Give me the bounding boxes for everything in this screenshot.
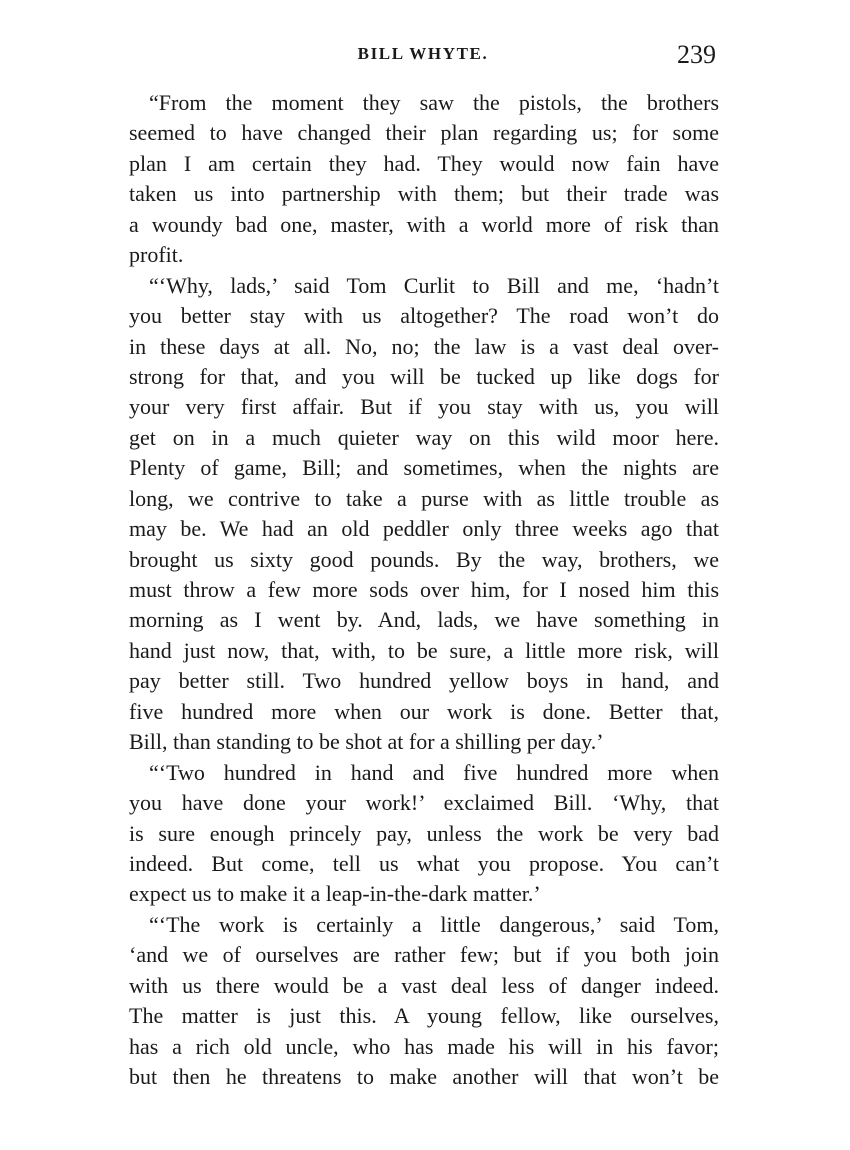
text-line: seemed to have changed their plan regarding us; for some	[129, 120, 719, 146]
text-line: brought us sixty good pounds. By the way, brothers, we	[129, 546, 719, 572]
text-line: The matter is just this. A young fellow, like ourselves,	[129, 1003, 719, 1029]
text-line: “From the moment they saw the pistols, the brothers	[149, 90, 719, 115]
body-text	[129, 88, 719, 1092]
text-line: get on in a much quieter way on this wild moor here.	[129, 424, 719, 450]
text-line: five hundred more when our work is done. Better that,	[129, 698, 719, 724]
text-line: plan I am certain they had. They would now fain have	[129, 150, 719, 176]
running-head	[130, 40, 716, 74]
text-line: “‘Two hundred in hand and five hundred more when	[149, 759, 719, 785]
text-line: strong for that, and you will be tucked up like dogs for	[129, 363, 719, 389]
text-line: ‘and we of ourselves are rather few; but if you both join	[129, 942, 719, 968]
text-line: expect us to make it a leap-in-the-dark matter.’	[129, 881, 541, 907]
running-title: BILL WHYTE.	[357, 44, 489, 63]
text-line: hand just now, that, with, to be sure, a little more risk, will	[129, 637, 719, 663]
text-line: long, we contrive to take a purse with as little trouble as	[129, 485, 719, 511]
text-line: must throw a few more sods over him, for I nosed him this	[129, 577, 719, 602]
text-line: may be. We had an old peddler only three weeks ago that	[129, 516, 719, 542]
text-line: “‘Why, lads,’ said Tom Curlit to Bill and me, ‘hadn’t	[149, 272, 719, 298]
text-line: you better stay with us altogether? The road won’t do	[129, 303, 719, 329]
text-line: in these days at all. No, no; the law is a vast deal over-	[129, 333, 719, 359]
page-number: 239	[677, 40, 716, 69]
text-line: morning as I went by. And, lads, we have something in	[129, 607, 719, 633]
text-line: but then he threatens to make another will that won’t be	[129, 1064, 719, 1089]
text-line: is sure enough princely pay, unless the work be very bad	[129, 820, 719, 846]
text-line: with us there would be a vast deal less of danger indeed.	[129, 972, 719, 998]
text-line: taken us into partnership with them; but their trade was	[129, 181, 719, 207]
text-line: a woundy bad one, master, with a world more of risk than	[129, 211, 719, 237]
text-line: pay better still. Two hundred yellow boys in hand, and	[129, 668, 719, 694]
text-line: profit.	[129, 242, 184, 268]
text-line: you have done your work!’ exclaimed Bill. ‘Why, that	[129, 790, 719, 816]
text-line: has a rich old uncle, who has made his will in his favor;	[129, 1033, 719, 1059]
text-line: Bill, than standing to be shot at for a shilling per day.’	[129, 729, 604, 755]
text-line: your very first affair. But if you stay with us, you will	[129, 394, 719, 420]
text-line: “‘The work is certainly a little dangerous,’ said Tom,	[149, 911, 719, 937]
text-line: indeed. But come, tell us what you propose. You can’t	[129, 850, 719, 876]
text-line: Plenty of game, Bill; and sometimes, when the nights are	[129, 455, 719, 481]
